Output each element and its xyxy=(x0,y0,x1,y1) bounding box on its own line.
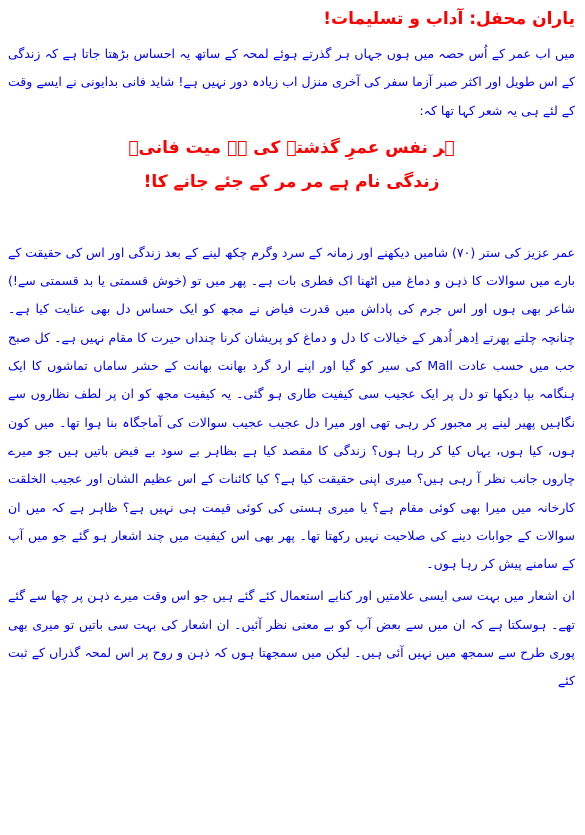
body-paragraph: عمر عزیز کی ستر (۷۰) شامیں دیکھنے اور زمانہ کے سرد وگرم چکھ لینے کے بعد زندگی اور اس کی حقیقت کے بارے میں سوالات کا ذہن و دماغ میں اٹھنا اک فطری بات ہے۔ پھر میں تو (خوش قسمتی یا بد قسمتی سے!) شاعر بھی ہوں اور اس جرم کی پاداش میں قدرت فیاض نے مجھ کو ایک حساس دل بھی عنایت کیا ہے۔ چنانچہ چلتے پھرتے اِدھر اُدھر کے خیالات کا دل و دماغ کو پریشان کرنا چنداں حیرت کا مقام نہیں ہے۔ کل صبح جب میں حسب عادت Mall کی سیر کو گیا اور اپنے ارد گرد بھانت بھانت کے حشر ساماں تماشوں کا ایک ہنگامہ بپا دیکھا تو دل پر ایک عجیب سی کیفیت طاری ہو گئی۔ یہ کیفیت مجھ کو ان پر لطف نظاروں سے نگاہیں پھیر لینے پر مجبور کر رہی تھی اور میرا دل عجیب عجیب سوالات کی آماجگاہ بنا ہوا تھا۔ میں کون ہوں، کیا ہوں، یہاں کیا کر رہا ہوں؟ زندگی کا مقصد کیا ہے بظاہر بے سود بے فیض باتیں ہیں جو میرے چاروں جانب نظر آ رہی ہیں؟ میری اپنی حقیقت کیا ہے؟ کیا کائنات کے اس عظیم الشان اور عجیب الخلقت کارخانہ میں میرا بھی کوئی مقام ہے؟ یا میری ہستی کی کوئی قیمت ہی نہیں ہے؟ ظاہر ہے کہ میں ان سوالات کے جوابات دینے کی صلاحیت نہیں رکھتا تھا۔ پھر بھی اس کیفیت میں چند اشعار ہو گئے جو میں آپ کے سامنے پیش کر رہا ہوں۔ xyxy=(8,244,575,572)
article-heading: یاران محفل: آداب و تسلیمات! xyxy=(323,9,575,29)
couplet-line-1: ہر نفس عمرِ گذشتہ کی ہے میت فانیؔ xyxy=(128,137,455,158)
couplet xyxy=(8,131,575,199)
closing-paragraph: ان اشعار میں بہت سی ایسی علامتیں اور کنایے استعمال کئے گئے ہیں جو اس وقت میرے ذہن پر چھا سے گئے تھے۔ ہوسکتا ہے کہ ان میں سے بعض آپ کو بے معنی نظر آئیں۔ ان اشعار کی بہت سی باتیں تو میری بھی پوری طرح سے سمجھ میں نہیں آئی ہیں۔ لیکن میں سمجھتا ہوں کہ ذہن و روح پر اس لمحہ گذراں کے ثبت کئے xyxy=(8,588,575,689)
intro-paragraph: میں اب عمر کے اُس حصہ میں ہوں جہاں ہر گذرتے ہوئے لمحہ کے ساتھ یہ احساس بڑھتا جاتا ہے کہ زندگی کے اس طویل اور اکثر صبر آزما سفر کی آخری منزل اب زیادہ دور نہیں ہے! شاید فانی بدایونی نے ایسے وقت کے لئے ہی یہ شعر کہا تھا کہ: xyxy=(8,46,575,118)
couplet-line-2: زندگی نام ہے مر مر کے جئے جانے کا! xyxy=(143,171,440,192)
